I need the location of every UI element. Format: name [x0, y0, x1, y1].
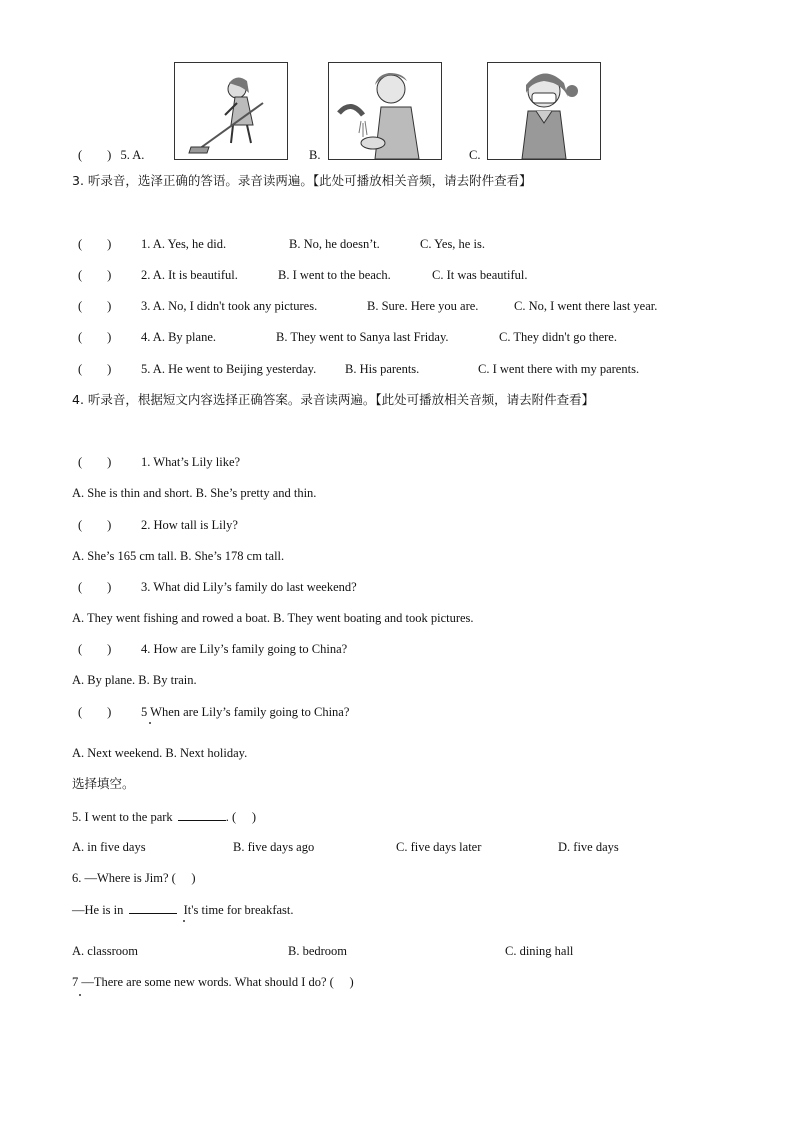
question-text: 2. How tall is Lily? — [141, 518, 238, 532]
answer-paren: ( ) — [78, 330, 112, 344]
washing-hands-illustration — [329, 63, 441, 159]
answer-paren: ( ) — [78, 455, 112, 469]
answer-paren: ( ) — [78, 237, 112, 251]
list-item — [78, 236, 111, 252]
answer-paren: ( ) — [78, 705, 112, 719]
option-c: C. It was beautiful. — [432, 268, 528, 282]
option-b: B. Sure. Here you are. — [367, 299, 479, 313]
answer-paren: ( ) — [78, 362, 112, 376]
fill-question-5 — [72, 808, 256, 825]
question-text: 1. What’s Lily like? — [141, 455, 241, 469]
option-d: D. five days — [558, 840, 619, 854]
picture-b-washing-hands — [328, 62, 442, 160]
answer-options: A. By plane. B. By train. — [72, 673, 197, 687]
option-a: 5. A. He went to Beijing yesterday. — [141, 362, 317, 376]
option-a: 4. A. By plane. — [141, 330, 216, 344]
option-b: B. They went to Sanya last Friday. — [276, 330, 449, 344]
option-b: B. His parents. — [345, 362, 420, 376]
answer-paren: ( ) — [78, 148, 112, 162]
option-a: A. in five days — [72, 840, 146, 854]
option-c: C. I went there with my parents. — [478, 362, 640, 376]
q5-pictures-row — [78, 147, 144, 163]
mopping-girl-illustration — [175, 63, 287, 159]
option-b: B. bedroom — [288, 944, 348, 958]
answer-options: A. They went fishing and rowed a boat. B. They went boating and took pictures. — [72, 611, 474, 625]
fill-question-7: 7 —There are some new words. What should I do? ( ) — [72, 975, 354, 989]
answer-paren: ( ) — [78, 518, 112, 532]
question-text: 5 When are Lily’s family going to China? — [141, 705, 350, 719]
number-dot — [149, 722, 151, 724]
list-item — [78, 454, 111, 470]
question-text: 3. What did Lily’s family do last weekend? — [141, 580, 357, 594]
answer-blank[interactable] — [129, 901, 177, 914]
answer-paren: ( ) — [78, 642, 112, 656]
option-b-label: B. — [309, 148, 321, 162]
question-text: —He is in — [72, 903, 124, 917]
option-c: C. Yes, he is. — [420, 237, 485, 251]
question-tail: It's time for breakfast. — [183, 903, 294, 917]
number-dot — [79, 994, 81, 996]
list-item — [78, 298, 111, 314]
list-item — [78, 641, 111, 657]
section-3-heading: 3. 听录音，选泽正确的答语。录音读两遍。【此处可播放相关音频，请去附件查看】 — [72, 173, 532, 188]
answer-paren: ( ) — [78, 580, 112, 594]
option-c: C. five days later — [396, 840, 482, 854]
option-b: B. five days ago — [233, 840, 315, 854]
answer-blank[interactable] — [178, 808, 226, 821]
masked-girl-illustration — [488, 63, 600, 159]
fill-question-6: 6. —Where is Jim? ( ) — [72, 871, 196, 885]
question-text: 5. I went to the park — [72, 810, 173, 824]
answer-options: A. She is thin and short. B. She’s pretty and thin. — [72, 486, 317, 500]
list-item — [78, 361, 111, 377]
list-item — [78, 329, 111, 345]
option-b: B. I went to the beach. — [278, 268, 391, 282]
option-a: A. classroom — [72, 944, 138, 958]
period-dot — [183, 920, 185, 922]
fill-question-6-line2 — [72, 901, 294, 918]
picture-c-girl-with-mask — [487, 62, 601, 160]
answer-paren: ( ) — [78, 299, 112, 313]
answer-paren: ( ) — [78, 268, 112, 282]
option-c: C. They didn't go there. — [499, 330, 617, 344]
list-item — [78, 517, 111, 533]
list-item — [78, 267, 111, 283]
option-c: C. dining hall — [505, 944, 574, 958]
option-c-label: C. — [469, 148, 481, 162]
section-4-heading: 4. 听录音，根据短文内容选择正确答案。录音读两遍。【此处可播放相关音频，请去附件查看】 — [72, 392, 595, 407]
list-item — [78, 704, 111, 720]
answer-options: A. Next weekend. B. Next holiday. — [72, 746, 248, 760]
question-text: 4. How are Lily’s family going to China? — [141, 642, 348, 656]
answer-options: A. She’s 165 cm tall. B. She’s 178 cm tall. — [72, 549, 285, 563]
option-b: B. No, he doesn’t. — [289, 237, 380, 251]
option-a: 1. A. Yes, he did. — [141, 237, 227, 251]
question-tail: . ( ) — [225, 810, 256, 824]
option-a: 3. A. No, I didn't took any pictures. — [141, 299, 318, 313]
picture-a-girl-mopping — [174, 62, 288, 160]
option-a: 2. A. It is beautiful. — [141, 268, 238, 282]
option-c: C. No, I went there last year. — [514, 299, 658, 313]
fill-section-heading: 选择填空。 — [72, 776, 135, 791]
question-number: 5. A. — [120, 148, 145, 162]
list-item — [78, 579, 111, 595]
